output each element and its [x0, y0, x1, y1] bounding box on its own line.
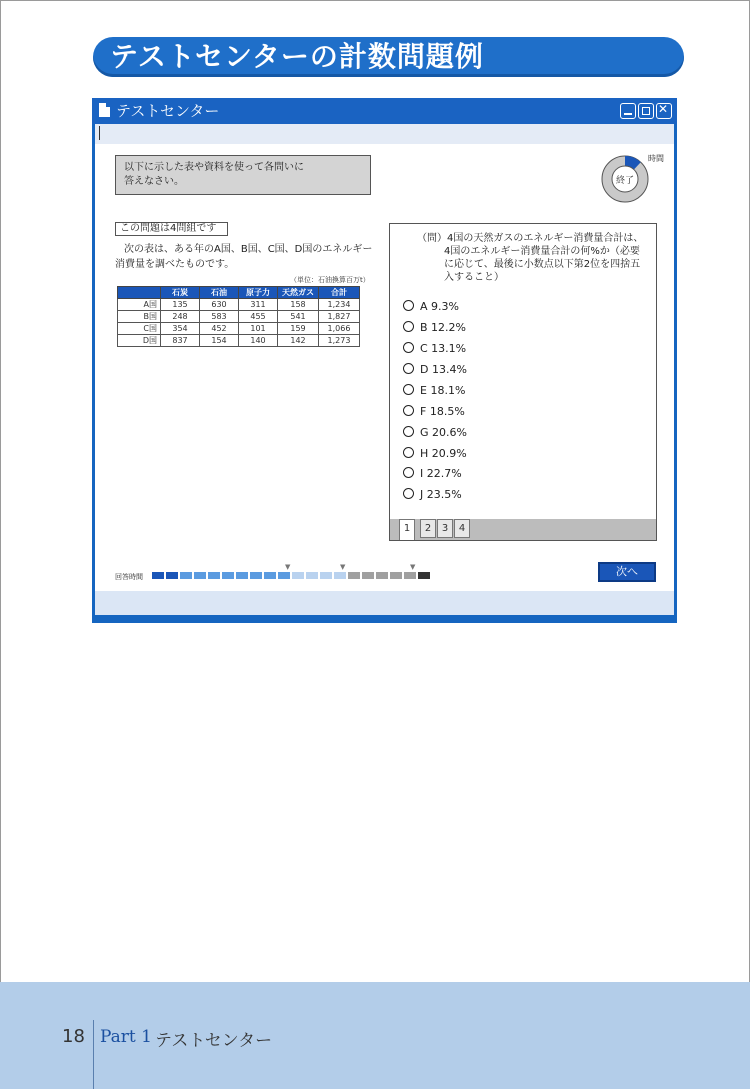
- progress-segment: [236, 572, 248, 579]
- question-tab-1[interactable]: 1: [399, 519, 415, 540]
- instruction-line-2: 答えなさい。: [124, 176, 184, 187]
- table-cell: 311: [239, 299, 278, 311]
- progress-segment: [278, 572, 290, 579]
- progress-segment: [250, 572, 262, 579]
- question-tab-2[interactable]: 2: [420, 519, 436, 538]
- table-cell: 630: [200, 299, 239, 311]
- progress-segment: [348, 572, 360, 579]
- answer-option[interactable]: [403, 300, 459, 314]
- part-label: Part 1: [100, 1027, 152, 1047]
- close-button[interactable]: ✕: [656, 103, 672, 119]
- progress-segment: [362, 572, 374, 579]
- table-cell: 1,273: [319, 335, 360, 347]
- table-header-row: [118, 287, 360, 299]
- radio-circle-icon: [403, 426, 414, 437]
- answer-option-label: A 9.3%: [420, 300, 459, 313]
- next-button[interactable]: 次へ: [598, 562, 656, 582]
- table-header-cell: 合計: [319, 287, 360, 299]
- question-text: [417, 232, 655, 284]
- timer-label: 時間: [648, 154, 664, 163]
- answer-option-label: F 18.5%: [420, 405, 465, 418]
- question-line-2: 4国のエネルギー消費量合計の何%か（必要: [444, 246, 640, 257]
- window-toolbar: [95, 124, 674, 144]
- table-header-cell: 石油: [200, 287, 239, 299]
- table-cell: 541: [278, 311, 319, 323]
- answer-option-label: D 13.4%: [420, 363, 467, 376]
- table-cell: 1,827: [319, 311, 360, 323]
- answer-option-label: G 20.6%: [420, 426, 467, 439]
- answer-option-label: E 18.1%: [420, 384, 466, 397]
- table-cell: 452: [200, 323, 239, 335]
- table-cell: 158: [278, 299, 319, 311]
- document-icon: [99, 103, 110, 117]
- table-cell: 159: [278, 323, 319, 335]
- maximize-button[interactable]: [638, 103, 654, 119]
- radio-circle-icon: [403, 321, 414, 332]
- answer-option-label: I 22.7%: [420, 467, 462, 480]
- progress-marker-icon: ▼: [285, 563, 291, 571]
- timer-center-text: 終了: [615, 176, 635, 186]
- table-cell: 140: [239, 335, 278, 347]
- radio-circle-icon: [403, 384, 414, 395]
- page-heading: テストセンターの計数問題例: [110, 40, 484, 73]
- table-cell: D国: [118, 335, 161, 347]
- radio-circle-icon: [403, 447, 414, 458]
- question-line-4: 入すること）: [444, 272, 504, 283]
- table-header-cell: 原子力: [239, 287, 278, 299]
- progress-segment: [166, 572, 178, 579]
- table-cell: C国: [118, 323, 161, 335]
- answer-option[interactable]: [403, 447, 467, 461]
- question-tab-3[interactable]: 3: [437, 519, 453, 538]
- table-cell: 142: [278, 335, 319, 347]
- table-cell: 455: [239, 311, 278, 323]
- progress-segment: [264, 572, 276, 579]
- table-cell: B国: [118, 311, 161, 323]
- table-cell: 101: [239, 323, 278, 335]
- answer-option[interactable]: [403, 384, 465, 398]
- instruction-box: [115, 155, 371, 195]
- radio-circle-icon: [403, 363, 414, 374]
- page-number: 18: [62, 1026, 85, 1047]
- progress-segment: [334, 572, 346, 579]
- footer-divider: [93, 1020, 94, 1089]
- progress-segment: [292, 572, 304, 579]
- progress-segment: [418, 572, 430, 579]
- table-row: [118, 299, 360, 311]
- table-cell: 154: [200, 335, 239, 347]
- table-cell: 837: [161, 335, 200, 347]
- part-title: テストセンター: [155, 1031, 273, 1051]
- progress-segment: [320, 572, 332, 579]
- question-line-3: に応じて、最後に小数点以下第2位を四捨五: [444, 259, 641, 270]
- unit-note: （単位：石油換算百万t）: [290, 276, 370, 284]
- answer-option-label: C 13.1%: [420, 342, 467, 355]
- table-cell: A国: [118, 299, 161, 311]
- progress-segment: [390, 572, 402, 579]
- table-row: [118, 323, 360, 335]
- energy-table: [117, 286, 360, 347]
- radio-circle-icon: [403, 405, 414, 416]
- group-label: この問題は4問組です: [115, 222, 228, 236]
- progress-segment: [222, 572, 234, 579]
- table-cell: 1,066: [319, 323, 360, 335]
- answer-option[interactable]: [403, 321, 466, 335]
- answer-option[interactable]: [403, 342, 466, 356]
- window-footer: [95, 591, 674, 615]
- progress-marker-icon: ▼: [410, 563, 416, 571]
- progress-segment: [152, 572, 164, 579]
- window-title: テストセンター: [116, 102, 220, 120]
- table-cell: 583: [200, 311, 239, 323]
- progress-segment: [376, 572, 388, 579]
- progress-marker-icon: ▼: [340, 563, 346, 571]
- instruction-line-1: 以下に示した表や資料を使って各問いに: [124, 162, 304, 173]
- answer-option[interactable]: [403, 467, 462, 481]
- table-header-cell: [118, 287, 161, 299]
- table-cell: 135: [161, 299, 200, 311]
- answer-option[interactable]: [403, 426, 467, 440]
- progress-segment: [404, 572, 416, 579]
- timer-dial-icon: [600, 154, 650, 204]
- answer-option-label: B 12.2%: [420, 321, 466, 334]
- radio-circle-icon: [403, 488, 414, 499]
- progress-segment: [306, 572, 318, 579]
- progress-segment: [180, 572, 192, 579]
- answer-option[interactable]: [403, 363, 467, 377]
- question-tab-4[interactable]: 4: [454, 519, 470, 538]
- table-cell: 1,234: [319, 299, 360, 311]
- progress-segment: [208, 572, 220, 579]
- question-line-1: （問）4国の天然ガスのエネルギー消費量合計は、: [417, 233, 644, 244]
- progress-label: 回答時間: [115, 573, 143, 581]
- window-titlebar: [92, 98, 677, 124]
- radio-circle-icon: [403, 300, 414, 311]
- radio-circle-icon: [403, 467, 414, 478]
- progress-segment: [194, 572, 206, 579]
- intro-text: 次の表は、ある年のA国、B国、C国、D国のエネルギー消費量を調べたものです。: [115, 244, 373, 270]
- table-cell: 248: [161, 311, 200, 323]
- answer-option-label: J 23.5%: [420, 488, 462, 501]
- minimize-button[interactable]: [620, 103, 636, 119]
- table-row: [118, 335, 360, 347]
- table-row: [118, 311, 360, 323]
- answer-option[interactable]: [403, 405, 465, 419]
- answer-option-label: H 20.9%: [420, 447, 467, 460]
- table-header-cell: 天然ガス: [278, 287, 319, 299]
- radio-circle-icon: [403, 342, 414, 353]
- table-header-cell: 石炭: [161, 287, 200, 299]
- answer-option[interactable]: [403, 488, 462, 502]
- table-cell: 354: [161, 323, 200, 335]
